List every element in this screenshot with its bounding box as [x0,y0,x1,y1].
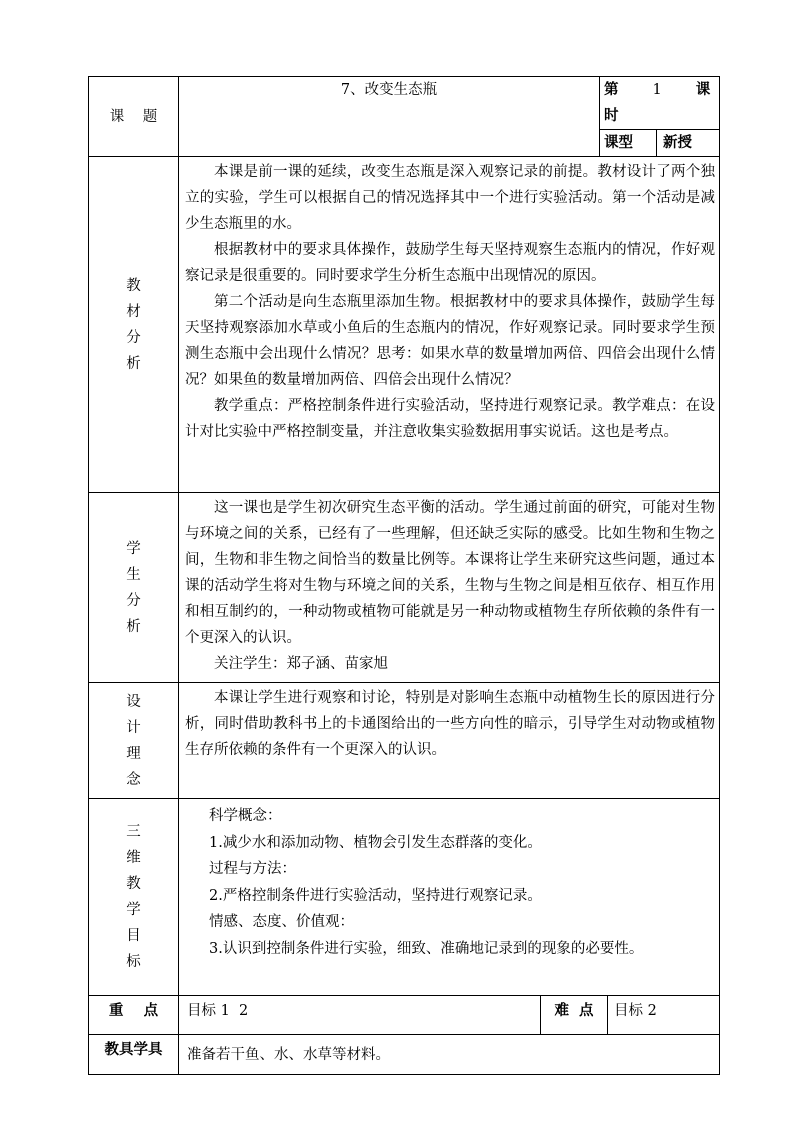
goal-item: 2.严格控制条件进行实验活动，坚持进行观察记录。 [209,887,542,904]
three-goals-char: 三 [126,824,141,840]
focus-label: 重 点 [89,996,179,1035]
design-concept-paragraph: 本课让学生进行观察和讨论，特别是对影响生态瓶中动植物生长的原因进行分析，同时借助教科书上的卡通图给出的一些方向性的暗示，引导学生对动物或植物生存所依赖的条件有一个更深入的认识。 [185,690,716,758]
student-analysis-char: 学 [126,540,141,557]
design-concept-char: 计 [126,719,141,736]
design-concept-content [179,683,720,799]
difficulty-value: 目标 2 [608,996,720,1035]
material-analysis-content [179,157,720,493]
lesson-type-value: 新授 [663,134,693,151]
three-goals-char: 目 [126,928,141,944]
lesson-type-cell [600,130,720,157]
student-analysis-char: 析 [126,618,141,635]
design-concept-char: 理 [126,745,141,762]
three-goals-char: 教 [126,876,141,892]
three-goals-char: 标 [126,954,141,970]
goal-item: 3.认识到控制条件进行实验，细致、准确地记录到的现象的必要性。 [209,940,644,957]
material-analysis-char: 教 [126,277,141,294]
focus-students: 关注学生：郑子涵、苗家旭 [214,656,388,672]
materials-value: 准备若干鱼、水、水草等材料。 [179,1035,720,1075]
student-analysis-char: 分 [126,592,141,609]
design-concept-label [89,683,179,799]
material-analysis-paragraph: 根据教材中的要求具体操作，鼓励学生每天坚持观察生态瓶内的情况，作好观察记录是很重要的。同时要求学生分析生态瓶中出现情况的原因。 [185,242,716,284]
three-goals-char: 维 [126,850,141,866]
lesson-number-cell [600,77,720,130]
difficulty-label: 难 点 [541,996,608,1035]
lesson-plan-table [88,76,720,1075]
material-analysis-char: 析 [126,355,141,372]
goal-heading: 科学概念： [209,808,282,824]
lesson-prefix: 第 [604,81,619,98]
student-analysis-char: 生 [126,566,141,583]
material-analysis-char: 材 [126,303,141,320]
goal-item: 1.减少水和添加动物、植物会引发生态群落的变化。 [209,834,542,851]
student-analysis-paragraph: 这一课也是学生初次研究生态平衡的活动。学生通过前面的研究，可能对生物与环境之间的关系，已经有了一些理解，但还缺乏实际的感受。比如生物和生物之间，生物和非生物之间恰当的数量比例等。本课将让学生来研究这些问题，通过本课的活动学生将对生物与环境之间的关系，生物与生物之间是相互依存、相互作用和相互制约的，一种动物或植物可能就是另一种动物或植物生存所依赖的条件有一个更深入的认识。 [185,500,716,646]
material-analysis-paragraph: 本课是前一课的延续，改变生态瓶是深入观察记录的前提。教材设计了两个独立的实验，学生可以根据自己的情况选择其中一个进行实验活动。第一个活动是减少生态瓶里的水。 [185,164,716,232]
lesson-title: 7、改变生态瓶 [179,77,600,157]
materials-label: 教具学具 [89,1035,179,1075]
lesson-type-label: 课型 [600,130,657,156]
lesson-number: 1 [652,82,662,98]
material-analysis-char: 分 [126,329,141,346]
lesson-suffix: 课时 [604,81,711,124]
material-analysis-label [89,157,179,493]
design-concept-char: 设 [126,693,141,710]
focus-value: 目标 1 2 [179,996,541,1035]
goal-heading: 过程与方法： [209,861,296,877]
goal-heading: 情感、态度、价值观： [209,914,354,930]
material-analysis-paragraph: 第二个活动是向生态瓶里添加生物。根据教材中的要求具体操作，鼓励学生每天坚持观察添加水草或小鱼后的生态瓶内的情况，作好观察记录。同时要求学生预测生态瓶中会出现什么情况？思考：如果水草的数量增加两倍、四倍会出现什么情况？如果鱼的数量增加两倍、四倍会出现什么情况？ [185,294,716,388]
student-analysis-content [179,493,720,683]
three-goals-label [89,799,179,996]
student-analysis-label [89,493,179,683]
topic-label: 课 题 [89,77,179,157]
three-goals-content [179,799,720,996]
design-concept-char: 念 [126,771,141,788]
material-analysis-paragraph: 教学重点：严格控制条件进行实验活动，坚持进行观察记录。教学难点：在设计对比实验中严格控制变量，并注意收集实验数据用事实说话。这也是考点。 [185,398,716,440]
three-goals-char: 学 [126,902,141,918]
